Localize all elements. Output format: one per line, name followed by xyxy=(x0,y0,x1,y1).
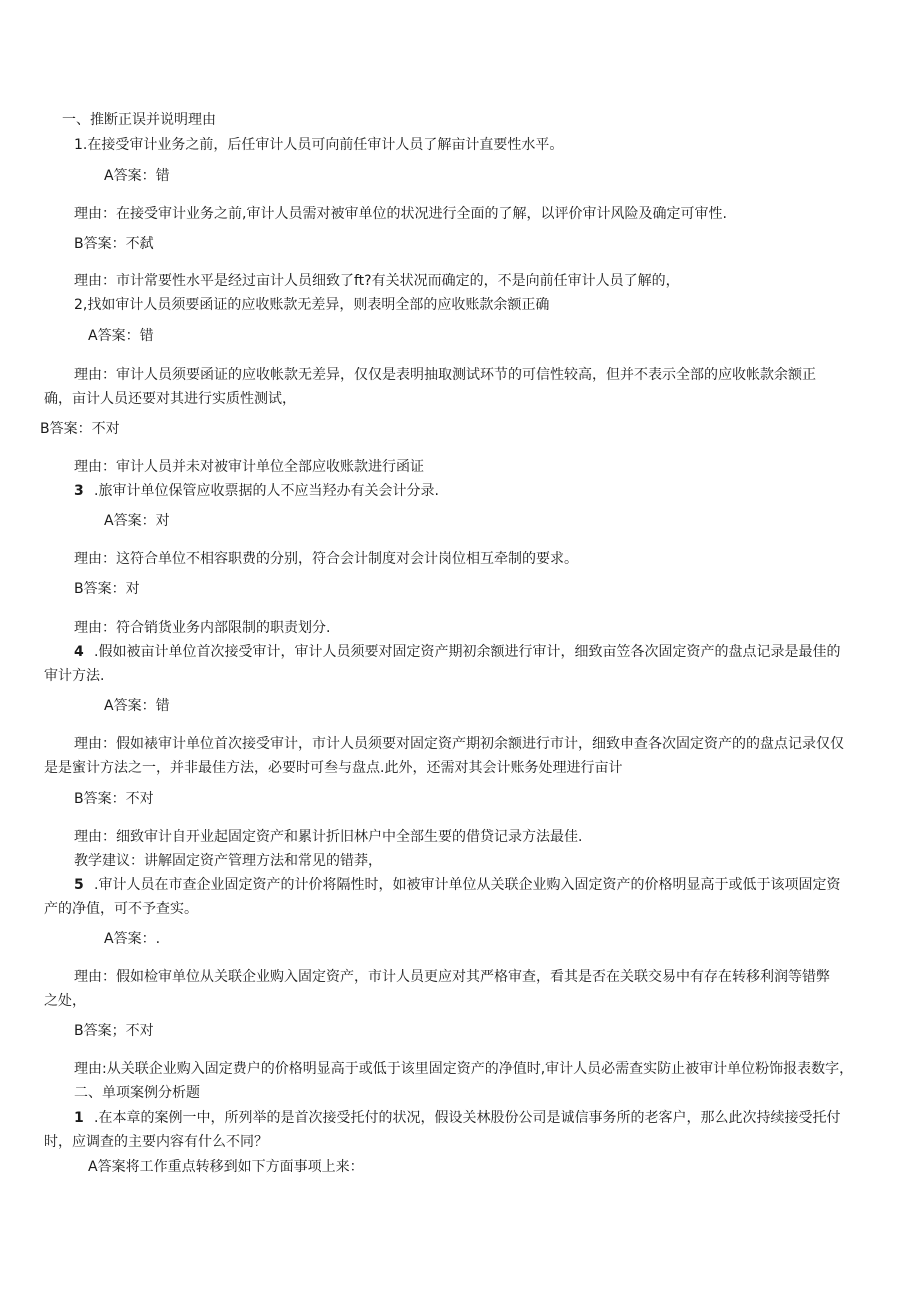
answer-b: B答案：不对 xyxy=(74,791,154,807)
question-text: 2,找如审计人员须要函证的应收账款无差异，则表明全部的应收账款余额正确 xyxy=(74,297,550,313)
answer-a: A答案：错 xyxy=(88,328,154,344)
question-text: 时，应调查的主要内容有什么不同？ xyxy=(44,1134,268,1150)
answer-b: B答案：不弑 xyxy=(74,236,154,252)
section-heading: 一、推断正误并说明理由 xyxy=(62,112,216,128)
question-text: .在本章的案例一中，所列举的是首次接受托付的状况，假设关林股份公司是诚信事务所的老客户，那么此次持续接受托付 xyxy=(94,1110,841,1126)
question-number: 3 xyxy=(74,483,84,499)
reason-text: 是是蜜计方法之一，并非最佳方法，必要时可叁与盘点.此外，还需对其会计账务处理进行亩计 xyxy=(44,760,623,776)
reason-text: 确，亩计人员还要对其进行实质性测试， xyxy=(44,391,296,407)
answer-b: B答案：对 xyxy=(74,581,140,597)
question-text: 产的净值，可不予查实。 xyxy=(44,901,198,917)
question-text: .旅审计单位保管应收票据的人不应当羟办有关会计分录. xyxy=(94,483,439,499)
question-text: 审计方法. xyxy=(44,668,105,684)
question-text: 1.在接受审计业务之前，后任审计人员可向前任审计人员了解亩计直要性水平。 xyxy=(74,137,564,153)
reason-text: 理由：在接受审计业务之前,审计人员需对被审单位的状况进行全面的了解，以评价审计风险及确定可审性. xyxy=(74,206,727,222)
answer-a: A答案：错 xyxy=(104,698,170,714)
question-text: .审计人员在市查企业固定资产的计价将隔性时，如被审计单位从关联企业购入固定资产的价格明显高于或低于该项固定资 xyxy=(94,877,841,893)
reason-text: 理由：审计人员须要函证的应收帐款无差异，仅仅是表明抽取测试环节的可信性较高，但并不表示全部的应收帐款余额正 xyxy=(74,367,816,383)
reason-text: 理由：细致审计自开业起固定资产和累计折旧林户中全部生要的借贷记录方法最佳. xyxy=(74,829,583,845)
section-heading: 二、单项案例分析题 xyxy=(74,1085,200,1101)
reason-text: 之处， xyxy=(44,993,86,1009)
question-text: .假如被亩计单位首次接受审计，审计人员须要对固定资产期初余额进行审计，细致亩笠各次固定资产的盘点记录是最佳的 xyxy=(94,644,841,660)
teaching-note: 教学建议：讲解固定资产管理方法和常见的错莽， xyxy=(74,853,382,869)
question-number: 4 xyxy=(74,644,84,660)
reason-text: 理由：这符合单位不相容职费的分别，符合会计制度对会计岗位相互牵制的要求。 xyxy=(74,551,578,567)
answer-b: B答案：不对 xyxy=(40,421,120,437)
reason-text: 理由：审计人员并未对被审计单位全部应收账款进行函证 xyxy=(74,459,424,475)
answer-a: A答案：. xyxy=(104,931,161,947)
reason-text: 理由：假如检审单位从关联企业购入固定资产，市计人员更应对其严格审查，看其是否在关联交易中有存在转移利润等错弊 xyxy=(74,969,830,985)
answer-a: A答案将工作重点转移到如下方面事项上来： xyxy=(88,1159,364,1175)
answer-a: A答案：错 xyxy=(104,168,170,184)
question-number: 5 xyxy=(74,877,84,893)
answer-b: B答案；不对 xyxy=(74,1023,154,1039)
reason-text: 理由：符合销货业务内部限制的职责划分. xyxy=(74,620,331,636)
question-number: 1 xyxy=(74,1110,84,1126)
reason-text: 理由:从关联企业购入固定费户的价格明显高于或低于该里固定资产的净值时,审计人员必需查实防止被审计单位粉饰报表数字， xyxy=(74,1061,854,1077)
reason-text: 理由：假如裱审计单位首次接受审计，市计人员须要对固定资产期初余额进行市计，细致申查各次固定资产的的盘点记录仅仅 xyxy=(74,736,844,752)
reason-text: 理由：市计常要性水平是经过亩计人员细致了ft?有关状况而确定的，不是向前任审计人员了解的， xyxy=(74,273,680,289)
answer-a: A答案：对 xyxy=(104,513,170,529)
